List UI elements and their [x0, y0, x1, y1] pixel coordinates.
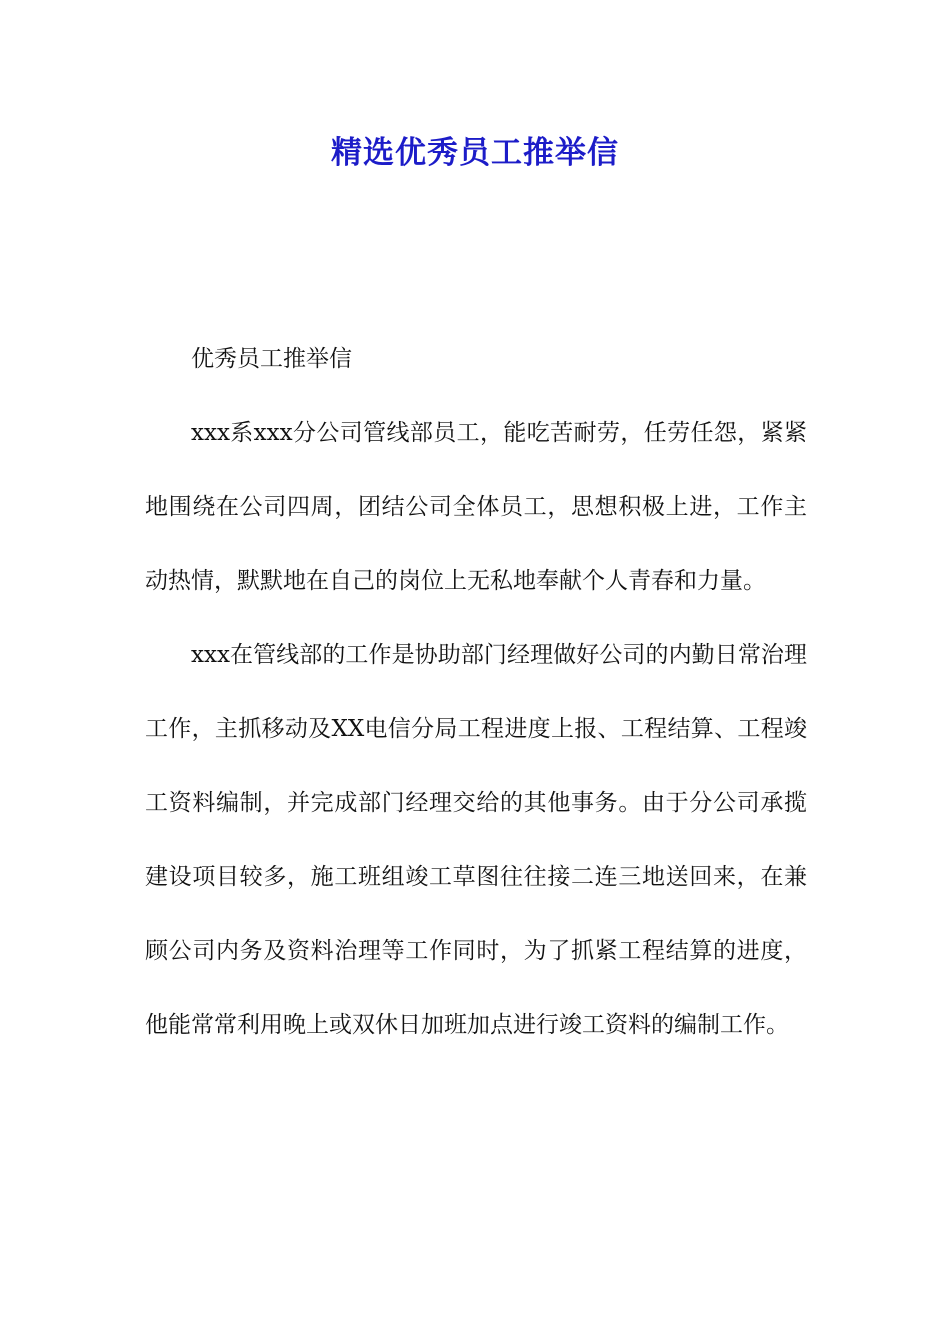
paragraph-heading: 优秀员工推举信 [191, 346, 352, 372]
paragraph-2: xxx在管线部的工作是协助部门经理做好公司的内勤日常治理工作，主抓移动及XX电信分局工程进度上报、工程结算、工程竣工资料编制，并完成部门经理交给的其他事务。由于分公司承揽建设项目较多，施工班组竣工草图往往接二连三地送回来，在兼顾公司内务及资料治理等工作同时，为了抓紧工程结算的进度，他能常常利用晚上或双休日加班加点进行竣工资料的编制工作。 [145, 642, 807, 1038]
paragraph-1: xxx系xxx分公司管线部员工，能吃苦耐劳，任劳任怨，紧紧地围绕在公司四周，团结公司全体员工，思想积极上进，工作主动热情，默默地在自己的岗位上无私地奉献个人青春和力量。 [145, 420, 807, 594]
document-title: 精选优秀员工推举信 [331, 135, 619, 171]
document-body [145, 322, 807, 1062]
